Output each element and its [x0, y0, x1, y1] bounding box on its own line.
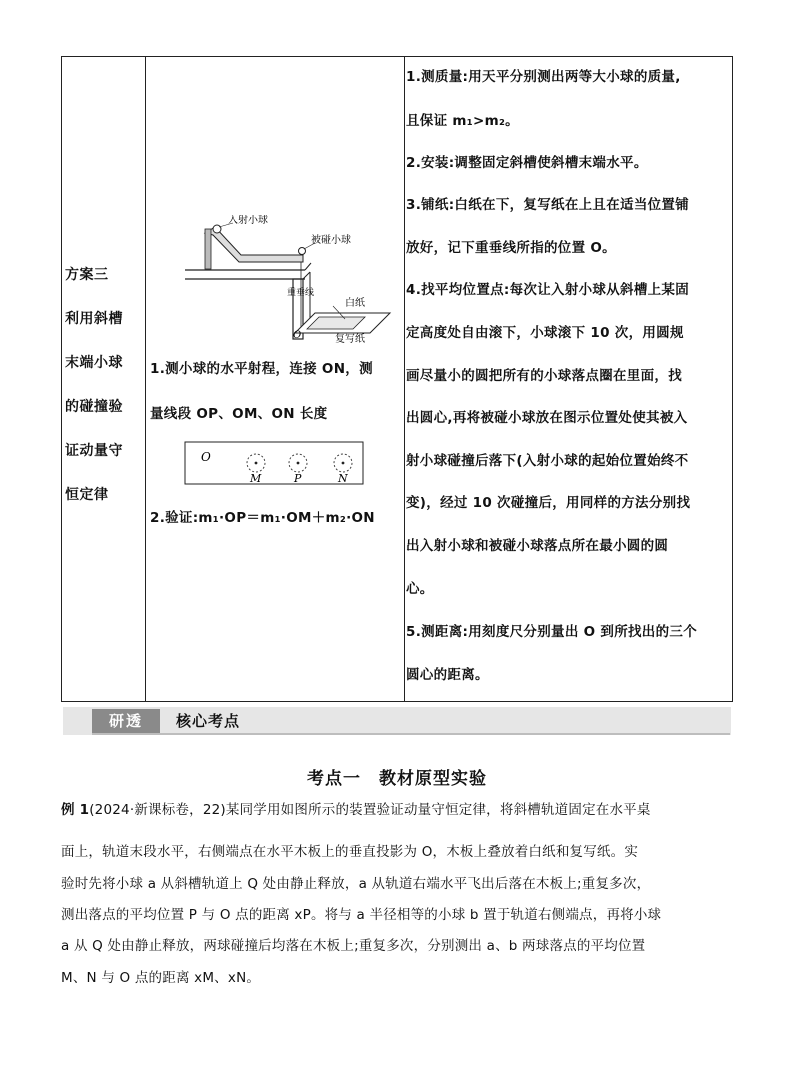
step-line: 放好，记下重垂线所指的位置 O。 [406, 240, 616, 256]
scheme-line: 方案三 [65, 267, 109, 283]
example-line: 面上，轨道末段水平，右侧端点在水平木板上的垂直投影为 O，木板上叠放着白纸和复写纸。实 [61, 844, 639, 860]
scheme-line: 末端小球 [65, 355, 123, 371]
label-struck-ball: 被碰小球 [311, 235, 351, 246]
example-line: 测出落点的平均位置 P 与 O 点的距离 xP。将与 a 半径相等的小球 b 置于轨道右侧端点，再将小球 [61, 907, 662, 923]
step-line: 圆心的距离。 [406, 667, 489, 683]
section-title: 核心考点 [176, 712, 241, 730]
label-incident-ball: 入射小球 [228, 215, 268, 226]
step-line: 且保证 m₁>m₂。 [406, 113, 519, 129]
step-line: 射小球碰撞后落下(入射小球的起始位置始终不 [406, 453, 689, 469]
example-label: 例 1 [61, 802, 90, 818]
label-carbon-paper: 复写纸 [335, 334, 365, 345]
step-line: 5.测距离:用刻度尺分别量出 O 到所找出的三个 [406, 624, 697, 640]
measure-line-1: 1.测小球的水平射程，连接 ON，测 [150, 361, 373, 377]
step-line: 出圆心,再将被碰小球放在图示位置处使其被入 [406, 410, 688, 426]
point-n-label: N [338, 472, 348, 485]
point-p-label: P [294, 472, 302, 485]
section-tag: 研透 [92, 709, 160, 733]
step-line: 1.测质量:用天平分别测出两等大小球的质量, [406, 69, 681, 85]
scheme-line: 恒定律 [65, 487, 109, 503]
section-bar [63, 707, 731, 735]
example-line: M、N 与 O 点的距离 xM、xN。 [61, 970, 261, 986]
scheme-cell [62, 253, 146, 517]
step-line: 画尽量小的圆把所有的小球落点圈在里面，找 [406, 368, 682, 384]
step-line: 定高度处自由滚下，小球滚下 10 次，用圆规 [406, 325, 684, 341]
topic-heading: 考点一 教材原型实验 [307, 769, 487, 789]
step-line: 2.安装:调整固定斜槽使斜槽末端水平。 [406, 155, 648, 171]
verify-line: 2.验证:m₁·OP＝m₁·OM＋m₂·ON [150, 510, 375, 526]
step-line: 出入射小球和被碰小球落点所在最小圆的圆 [406, 538, 669, 554]
point-m-label: M [250, 472, 262, 485]
step-line: 变)，经过 10 次碰撞后，用同样的方法分别找 [406, 495, 691, 511]
apparatus-figure [185, 215, 400, 345]
example-line: 验时先将小球 a 从斜槽轨道上 Q 处由静止释放，a 从轨道右端水平飞出后落在木板上;重复多次， [61, 876, 651, 892]
experiment-table [61, 56, 733, 702]
scheme-line: 证动量守 [65, 443, 123, 459]
measure-line-2: 量线段 OP、OM、ON 长度 [150, 406, 328, 422]
step-line: 心。 [406, 581, 434, 597]
example-line: a 从 Q 处由静止释放，两球碰撞后均落在木板上;重复多次，分别测出 a、b 两球落点的平均位置 [61, 938, 646, 954]
point-o-label: O [201, 450, 211, 464]
label-white-paper: 白纸 [345, 298, 365, 309]
example-source: (2024·新课标卷，22) [89, 802, 226, 818]
landing-points-figure [184, 441, 364, 485]
column-divider [404, 57, 405, 701]
label-o: O [293, 330, 302, 341]
scheme-line: 的碰撞验 [65, 399, 123, 415]
step-line: 3.铺纸:白纸在下，复写纸在上且在适当位置铺 [406, 197, 690, 213]
label-plumb-line: 重垂线 [287, 288, 315, 298]
section-underline [92, 733, 730, 735]
example-line [61, 798, 651, 818]
example-text: 某同学用如图所示的装置验证动量守恒定律，将斜槽轨道固定在水平桌 [225, 802, 651, 818]
scheme-line: 利用斜槽 [65, 311, 123, 327]
step-line: 4.找平均位置点:每次让入射小球从斜槽上某固 [406, 282, 690, 298]
